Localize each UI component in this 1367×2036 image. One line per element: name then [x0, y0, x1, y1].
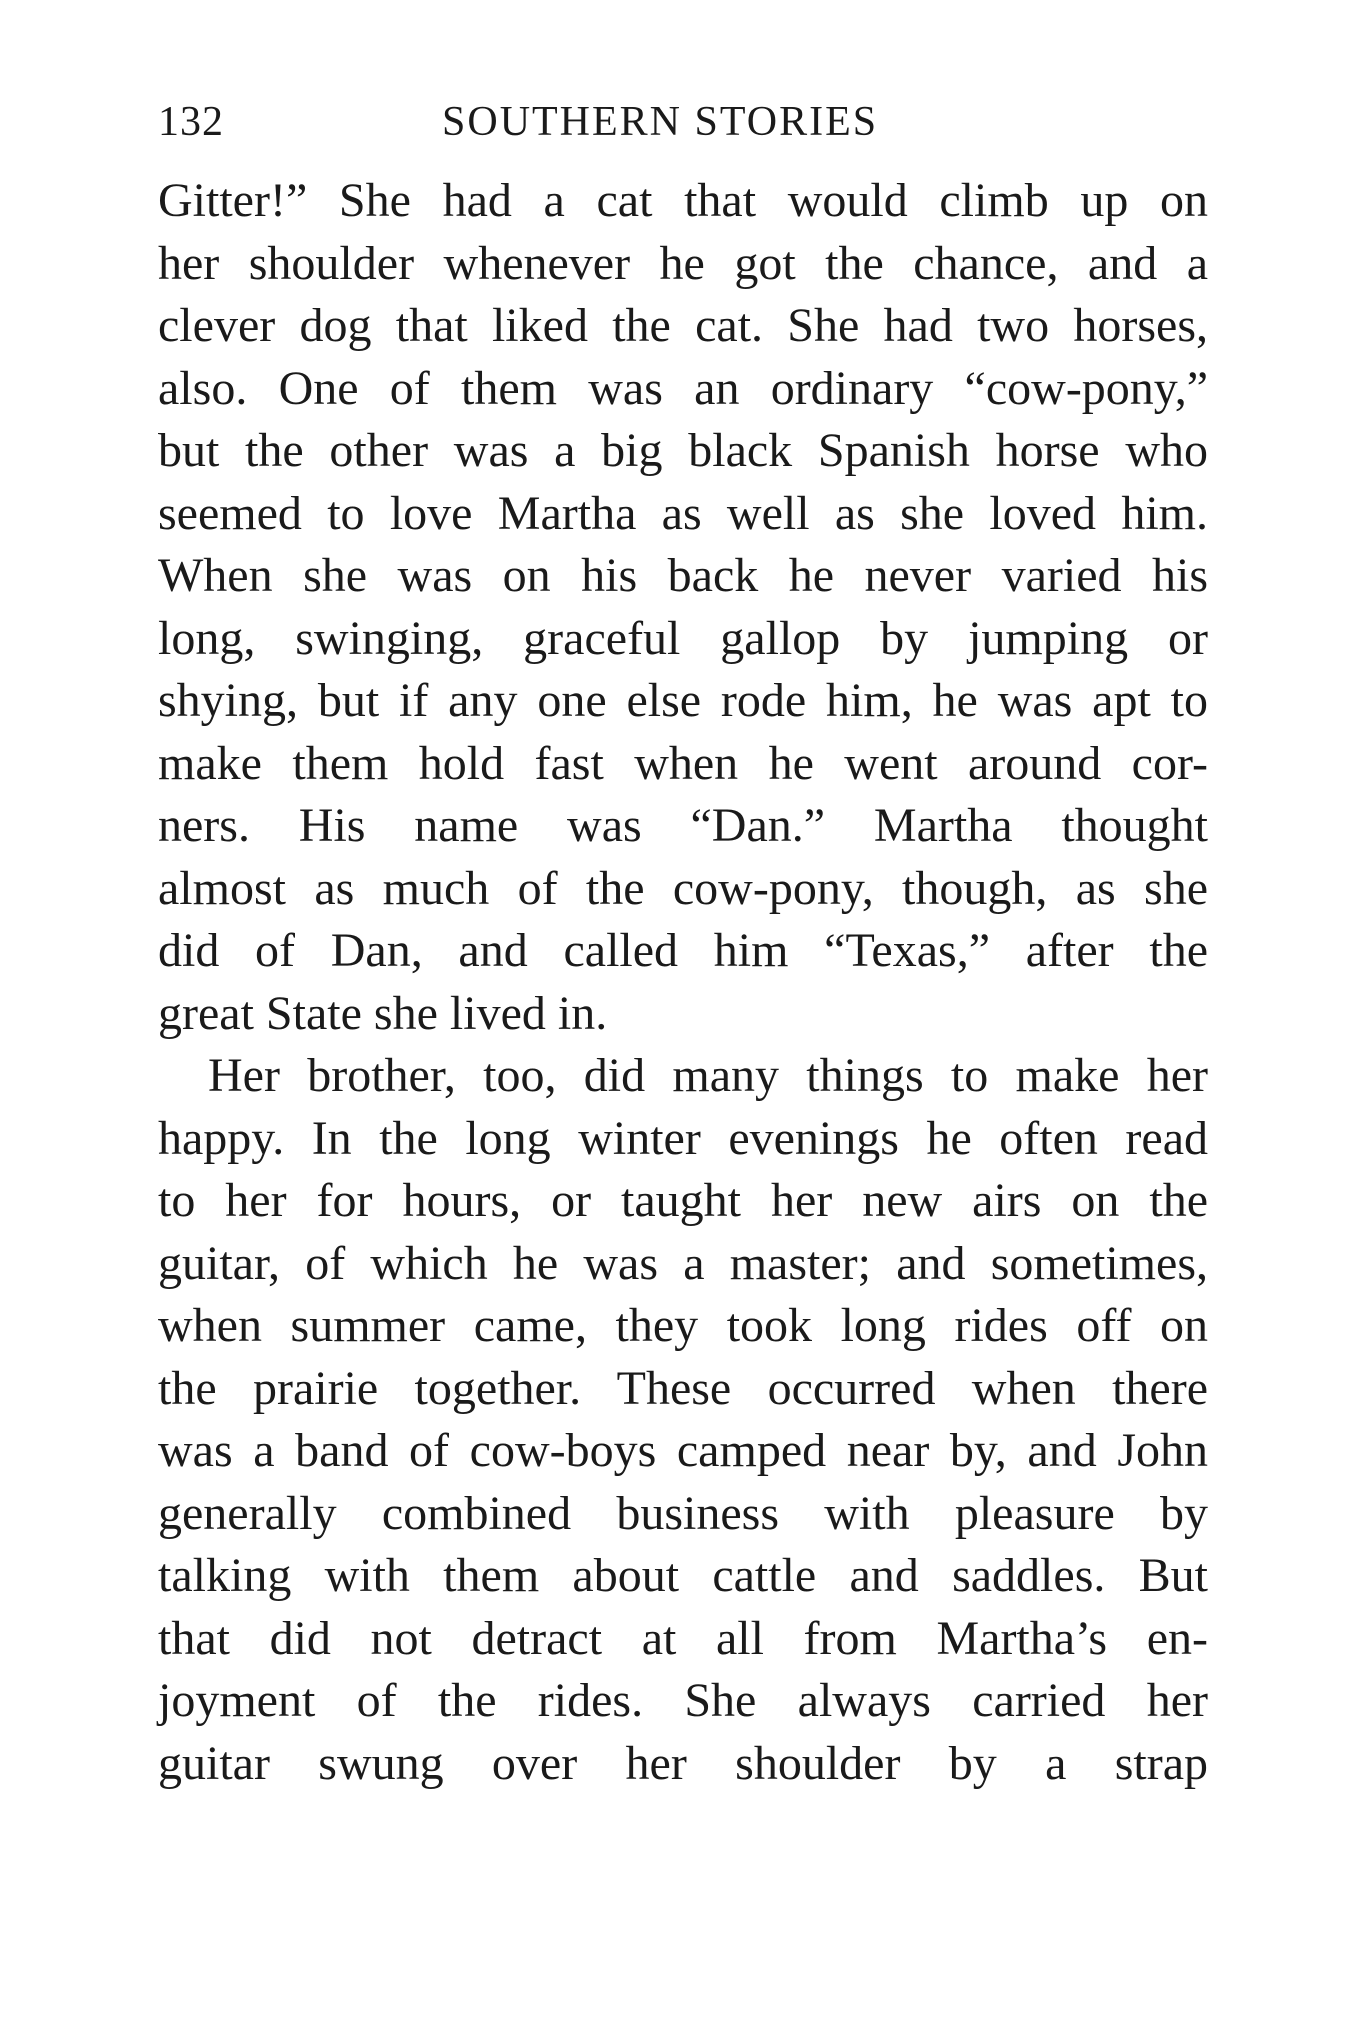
running-head	[158, 92, 1208, 152]
text-line: When she was on his back he never varied his	[158, 549, 1208, 602]
text-line: that did not detract at all from Martha’s en-	[158, 1611, 1208, 1665]
text-line: happy. In the long winter evenings he often read	[158, 1111, 1208, 1165]
text-line: seemed to love Martha as well as she loved him.	[158, 486, 1208, 540]
paragraph-1	[158, 170, 1208, 1045]
text-line: the prairie together. These occurred when there	[158, 1361, 1208, 1415]
text-line: to her for hours, or taught her new airs on the	[158, 1174, 1208, 1227]
text-line: ners. His name was “Dan.” Martha thought	[158, 799, 1208, 852]
page-number: 132	[158, 99, 224, 145]
text-line: when summer came, they took long rides off on	[158, 1299, 1208, 1352]
text-line: great State she lived in.	[158, 986, 608, 1040]
text-line: but the other was a big black Spanish horse who	[158, 424, 1208, 477]
text-line: long, swinging, graceful gallop by jumping or	[158, 611, 1208, 665]
text-line: also. One of them was an ordinary “cow-pony,”	[158, 361, 1208, 415]
text-line: Gitter!” She had a cat that would climb up on	[158, 174, 1208, 227]
text-line: almost as much of the cow-pony, though, as she	[158, 861, 1208, 915]
text-line: clever dog that liked the cat. She had two horses,	[158, 299, 1208, 352]
text-line: Her brother, too, did many things to make her	[208, 1049, 1208, 1102]
text-line: did of Dan, and called him “Texas,” after the	[158, 924, 1208, 977]
text-line: talking with them about cattle and saddles. But	[158, 1549, 1208, 1602]
text-line: generally combined business with pleasure by	[158, 1486, 1208, 1540]
text-line: make them hold fast when he went around cor-	[158, 736, 1208, 790]
running-head-title: SOUTHERN STORIES	[442, 99, 879, 145]
paragraph-2	[158, 1045, 1208, 1795]
text-line: her shoulder whenever he got the chance, and a	[158, 236, 1208, 290]
text-line: guitar, of which he was a master; and sometimes,	[158, 1236, 1208, 1290]
body-text	[158, 170, 1208, 1795]
text-line: shying, but if any one else rode him, he was apt to	[158, 674, 1208, 727]
text-line: joyment of the rides. She always carried her	[158, 1674, 1208, 1727]
text-line: guitar swung over her shoulder by a strap	[158, 1736, 1208, 1790]
text-line: was a band of cow-boys camped near by, and John	[158, 1424, 1208, 1477]
